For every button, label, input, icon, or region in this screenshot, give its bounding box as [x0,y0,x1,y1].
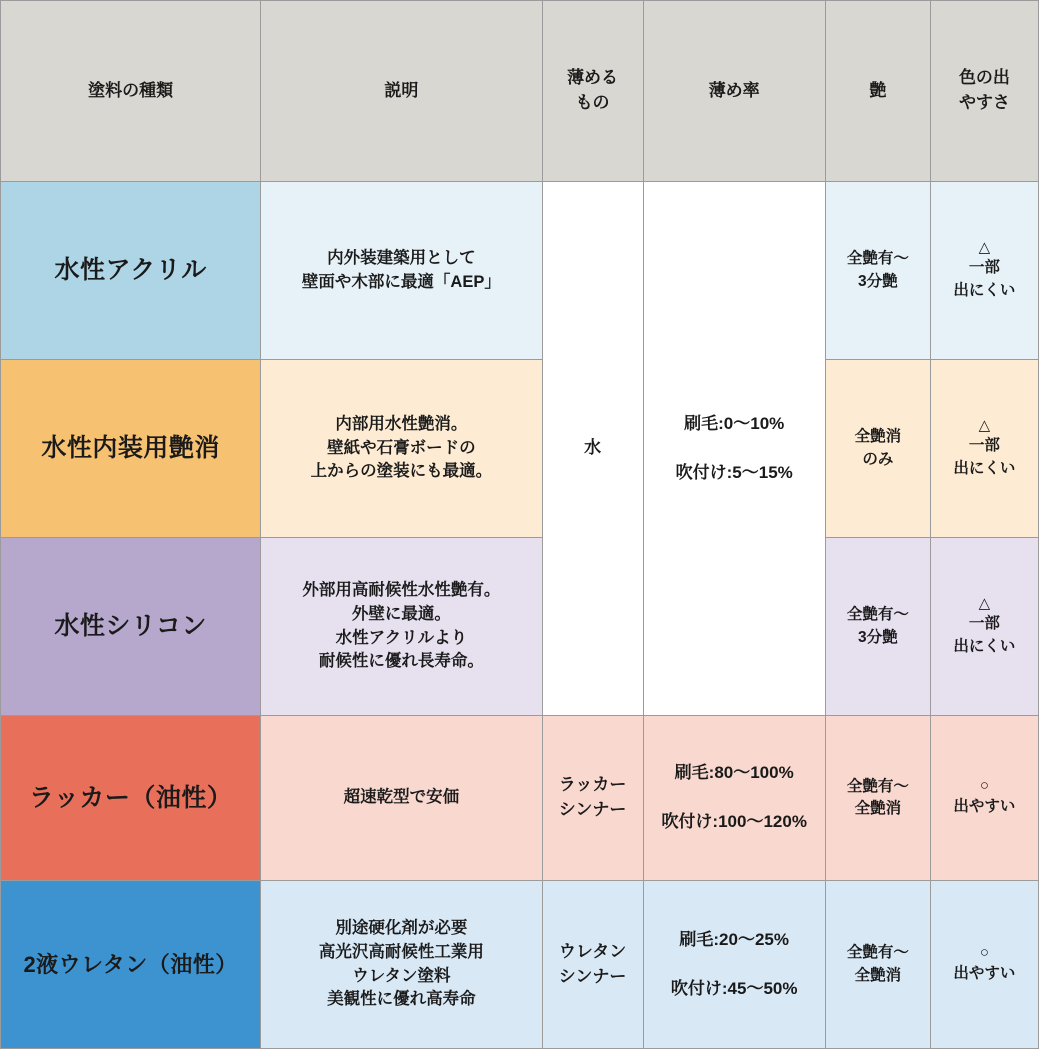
color-ease-line: 出にくい [953,637,1016,655]
row-color-ease-lacquer [930,716,1038,881]
gloss-line: 全艶消 [854,800,902,817]
row-description-urethane [261,881,542,1049]
desc-line: 耐候性に優れ長寿命。 [318,652,484,671]
desc-line: 外壁に最適。 [351,604,451,623]
header-color-ease [930,1,1038,182]
header-gloss-label: 艶 [869,80,887,100]
rate-line-brush: 刷毛:80〜100% [674,763,794,783]
row-gloss-silicone [825,538,930,716]
thinner-line: ラッカー [558,775,627,795]
gloss-line: 3分艶 [858,272,898,290]
row-gloss-urethane [825,881,930,1049]
gloss-line: 全艶有〜 [846,777,909,795]
desc-line: 美観性に優れ高寿命 [327,990,476,1009]
header-row [1,1,1039,182]
row-color-ease-silicone [930,538,1038,716]
row-description-acrylic [261,182,542,360]
header-dilution-rate [643,1,825,182]
gloss-line: 全艶有〜 [846,606,909,624]
row-color-ease-acrylic [930,182,1038,360]
row-gloss-interior-matte [825,360,930,538]
thinner-water-merged [542,182,643,716]
row-color-ease-interior-matte [930,360,1038,538]
header-color-ease-line2: やすさ [958,93,1010,112]
desc-line: 内部用水性艶消。 [335,414,468,433]
rate-line-spray: 吹付け:100〜120% [661,812,807,832]
desc-line: 壁紙や石膏ボードの [327,438,476,457]
rate-line-spray: 吹付け:45〜50% [670,978,798,998]
table-row [1,182,1039,360]
thinner-line: ウレタン [558,941,627,961]
color-ease-mark: △ [978,594,991,612]
row-type-interior-matte [1,360,261,538]
header-description [261,1,542,182]
row-dilution-rate-urethane [643,881,825,1049]
row-gloss-lacquer [825,716,930,881]
header-description-label: 説明 [384,80,419,100]
color-ease-line: 出やすい [953,798,1016,816]
color-ease-line: 一部 [968,259,1000,277]
header-paint-type [1,1,261,182]
row-type-label: 水性内装用艶消 [41,434,220,463]
table-row [1,538,1039,716]
rate-line-brush: 刷毛:20〜25% [679,929,789,949]
desc-line: 水性アクリルより [335,628,468,647]
color-ease-mark: ○ [979,777,989,795]
header-paint-type-label: 塗料の種類 [88,80,174,100]
gloss-line: 3分艶 [858,628,898,646]
header-thinner-line2: もの [575,93,610,112]
color-ease-line: 出やすい [953,964,1016,982]
desc-line: 外部用高耐候性水性艶有。 [302,580,501,599]
desc-line: 高光沢高耐候性工業用 [318,942,484,961]
color-ease-mark: △ [978,238,991,256]
row-type-label: 水性シリコン [54,612,207,641]
color-ease-line: 出にくい [953,281,1016,299]
header-dilution-rate-label: 薄め率 [708,80,760,100]
desc-line: 内外装建築用として [327,248,476,267]
desc-line: ウレタン塗料 [352,966,451,985]
header-thinner-line1: 薄める [567,68,619,88]
gloss-line: 全艶有〜 [846,250,909,268]
row-color-ease-urethane [930,881,1038,1049]
color-ease-line: 出にくい [953,459,1016,477]
header-gloss [825,1,930,182]
gloss-line: 全艶消 [854,428,902,446]
thinner-label: 水 [584,438,602,458]
row-type-label: 2液ウレタン（油性） [23,951,238,977]
row-description-interior-matte [261,360,542,538]
row-type-urethane [1,881,261,1049]
desc-line: 上からの塗装にも最適。 [310,462,493,481]
color-ease-line: 一部 [968,437,1000,455]
header-color-ease-line1: 色の出 [958,68,1010,88]
table-row [1,881,1039,1049]
row-type-silicone [1,538,261,716]
row-type-lacquer [1,716,261,881]
color-ease-mark: ○ [979,943,989,961]
desc-line: 超速乾型で安価 [343,788,460,807]
thinner-line: シンナー [558,800,627,819]
row-description-lacquer [261,716,542,881]
gloss-line: 全艶有〜 [846,944,909,962]
row-thinner-lacquer [542,716,643,881]
table-body [1,182,1039,1049]
color-ease-mark: △ [978,416,991,434]
row-description-silicone [261,538,542,716]
desc-line: 別途硬化剤が必要 [335,918,468,937]
dilution-rate-water-merged [643,182,825,716]
rate-line-brush: 刷毛:0〜10% [684,413,785,433]
desc-line: 壁面や木部に最適「AEP」 [301,272,501,291]
row-thinner-urethane [542,881,643,1049]
table-header [1,1,1039,182]
rate-line-spray: 吹付け:5〜15% [675,462,793,482]
row-dilution-rate-lacquer [643,716,825,881]
gloss-line: 全艶消 [854,966,902,984]
table-row [1,716,1039,881]
header-thinner [542,1,643,182]
row-type-label: ラッカー（油性） [28,783,233,812]
row-type-label: 水性アクリル [54,256,207,285]
thinner-line: シンナー [558,966,627,986]
gloss-line: のみ [862,450,894,468]
color-ease-line: 一部 [968,615,1000,633]
row-gloss-acrylic [825,182,930,360]
row-type-acrylic [1,182,261,360]
table-row [1,360,1039,538]
